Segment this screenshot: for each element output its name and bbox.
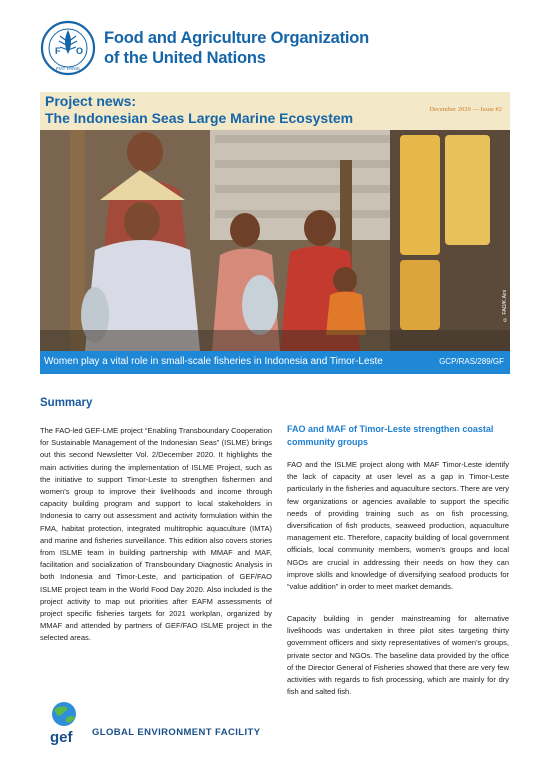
- article-paragraph-2: Capacity building in gender mainstreaming for alternative livelihoods was undertaken in three pilot sites targeting thirty government officers and sixty representatives of women’s groups, private sector and NGOs. The baseline data provided by the office of the Director General of Fisheries showed that there are very few activities with regards to fish processing, which are mainly for dry fish and salted fish.: [287, 614, 509, 697]
- photo-caption: Women play a vital role in small-scale fisheries in Indonesia and Timor-Leste: [44, 356, 383, 367]
- org-name-line-2: of the United Nations: [104, 49, 266, 67]
- organization-name: [104, 28, 369, 68]
- cover-photo-illustration: [40, 130, 510, 351]
- svg-text:gef: gef: [50, 729, 73, 746]
- summary-body: The FAO-led GEF-LME project “Enabling Transboundary Cooperation for Sustainable Management of the Indonesian Seas” (ISLME) brings out this second Newsletter Vol. 2/December 2020. It highlights the main activities during the implementation of ISLME Project, such as the initiative to support Timor-Leste to strengthen fishermen and women’s group to improve their livelihoods and income through capacity building program and support to local stakeholders in Indonesia to carry out assessment and activity formulation within the FMA, habitat protection, integrated multitrophic aquaculture (IMTA) and marine and fisheries surveillance. This edition also covers stories from ISLME team in building partnership with MMAF and MAF, facilitation and socialization of Transboundary Diagnostic Analysis in both Indonesia and Timor-Leste, and participation of GEF/FAO ISLME project team in the World Food Day 2020. Also included is the project activity to map out priorities after EAFM assessments of project specific fisheries targets for 2021 workplan, organized by MMAF and attended by partners of GEF/FAO ISLME project in the selected areas.: [40, 426, 272, 643]
- cover-photo: [40, 130, 510, 351]
- project-title: The Indonesian Seas Large Marine Ecosystem: [45, 110, 354, 126]
- svg-text:F: F: [55, 46, 61, 56]
- org-name-line-1: Food and Agriculture Organization: [104, 29, 370, 47]
- fao-logo-icon: [40, 20, 96, 76]
- gef-logo-icon: [44, 700, 84, 746]
- summary-heading: Summary: [40, 397, 93, 409]
- gef-name: GLOBAL ENVIRONMENT FACILITY: [92, 727, 261, 738]
- issue-date: December 2020 — Issue #2: [429, 106, 502, 113]
- svg-text:O: O: [76, 46, 84, 56]
- caption-bar: [40, 351, 510, 374]
- article-heading: FAO and MAF of Timor-Leste strengthen coastal community groups: [287, 424, 494, 447]
- project-code: GCP/RAS/289/GF: [439, 357, 504, 366]
- photo-credit: © FAO/K.Aini: [502, 290, 508, 322]
- svg-text:FIAT PANIS: FIAT PANIS: [56, 66, 80, 71]
- project-news-label: Project news:: [45, 93, 137, 109]
- title-band: [40, 92, 510, 130]
- header: [0, 0, 550, 85]
- article-paragraph-1: FAO and the ISLME project along with MAF Timor-Leste identify the lack of capacity at user level as a gap in Timor-Leste particularly in the fisheries and aquaculture sectors. There are very few organizations or agencies available to support the specific needs of providing training such as on fish processing, diversification of fish products, seaweed production, aquaculture management etc. Therefore, capacity building of local government officials, local community members, women’s groups and local NGOs are crucial in addressing their needs on how they can improve skills and knowledge of diversifying seafood products for “value addition” in order to meet market demands.: [287, 460, 509, 592]
- svg-text:A: A: [65, 35, 70, 41]
